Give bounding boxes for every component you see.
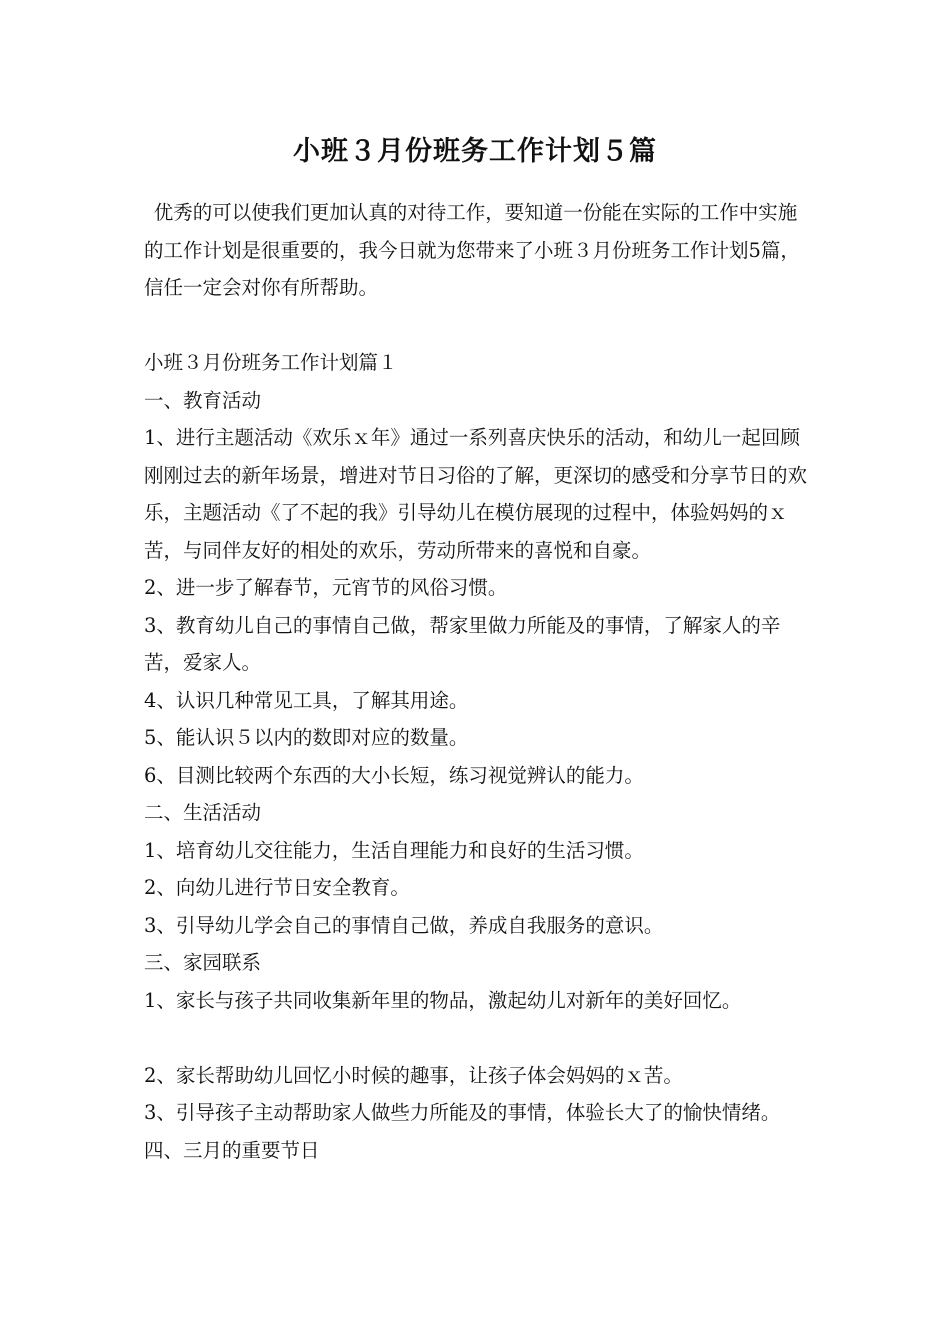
blank-line — [144, 307, 816, 345]
document-title: 小班３月份班务工作计划５篇 — [293, 136, 657, 167]
part-heading: 四、三月的重要节日 — [144, 1138, 320, 1162]
document-body — [144, 194, 816, 1169]
part-heading: 一、教育活动 — [144, 388, 262, 412]
list-item: 2、向幼儿进行节日安全教育。 — [144, 876, 410, 899]
list-item: 3、教育幼儿自己的事情自己做，帮家里做力所能及的事情，了解家人的辛苦，爱家人。 — [144, 613, 781, 674]
section-heading: 小班３月份班务工作计划篇１ — [144, 351, 398, 374]
list-item: 5、能认识５以内的数即对应的数量。 — [144, 726, 469, 749]
list-item: 1、家长与孩子共同收集新年里的物品，激起幼儿对新年的美好回忆。 — [144, 988, 742, 1012]
list-item: 4、认识几种常见工具，了解其用途。 — [144, 688, 469, 712]
list-item: 1、培育幼儿交往能力，生活自理能力和良好的生活习惯。 — [144, 838, 644, 862]
list-item: 2、家长帮助幼儿回忆小时候的趣事，让孩子体会妈妈的ｘ苦。 — [144, 1063, 683, 1087]
list-item: 1、进行主题活动《欢乐ｘ年》通过一系列喜庆快乐的活动，和幼儿一起回顾刚刚过去的新年场景，增进对节日习俗的了解，更深切的感受和分享节日的欢乐，主题活动《了不起的我》引导幼儿在模仿展现的过程中，体验妈妈的ｘ苦，与同伴友好的相处的欢乐，劳动所带来的喜悦和自豪。 — [144, 426, 808, 562]
list-item: 2、进一步了解春节，元宵节的风俗习惯。 — [144, 576, 508, 599]
intro-paragraph: 优秀的可以使我们更加认真的对待工作，要知道一份能在实际的工作中实施的工作计划是很重要的，我今日就为您带来了小班３月份班务工作计划5篇，信任一定会对你有所帮助。 — [144, 201, 800, 299]
list-item: 6、目测比较两个东西的大小长短，练习视觉辨认的能力。 — [144, 763, 644, 787]
blank-line — [144, 1019, 816, 1057]
list-item: 3、引导幼儿学会自己的事情自己做，养成自我服务的意识。 — [144, 913, 664, 937]
list-item: 3、引导孩子主动帮助家人做些力所能及的事情，体验长大了的愉快情绪。 — [144, 1101, 781, 1124]
part-heading: 二、生活活动 — [144, 801, 262, 824]
part-heading: 三、家园联系 — [144, 951, 262, 974]
